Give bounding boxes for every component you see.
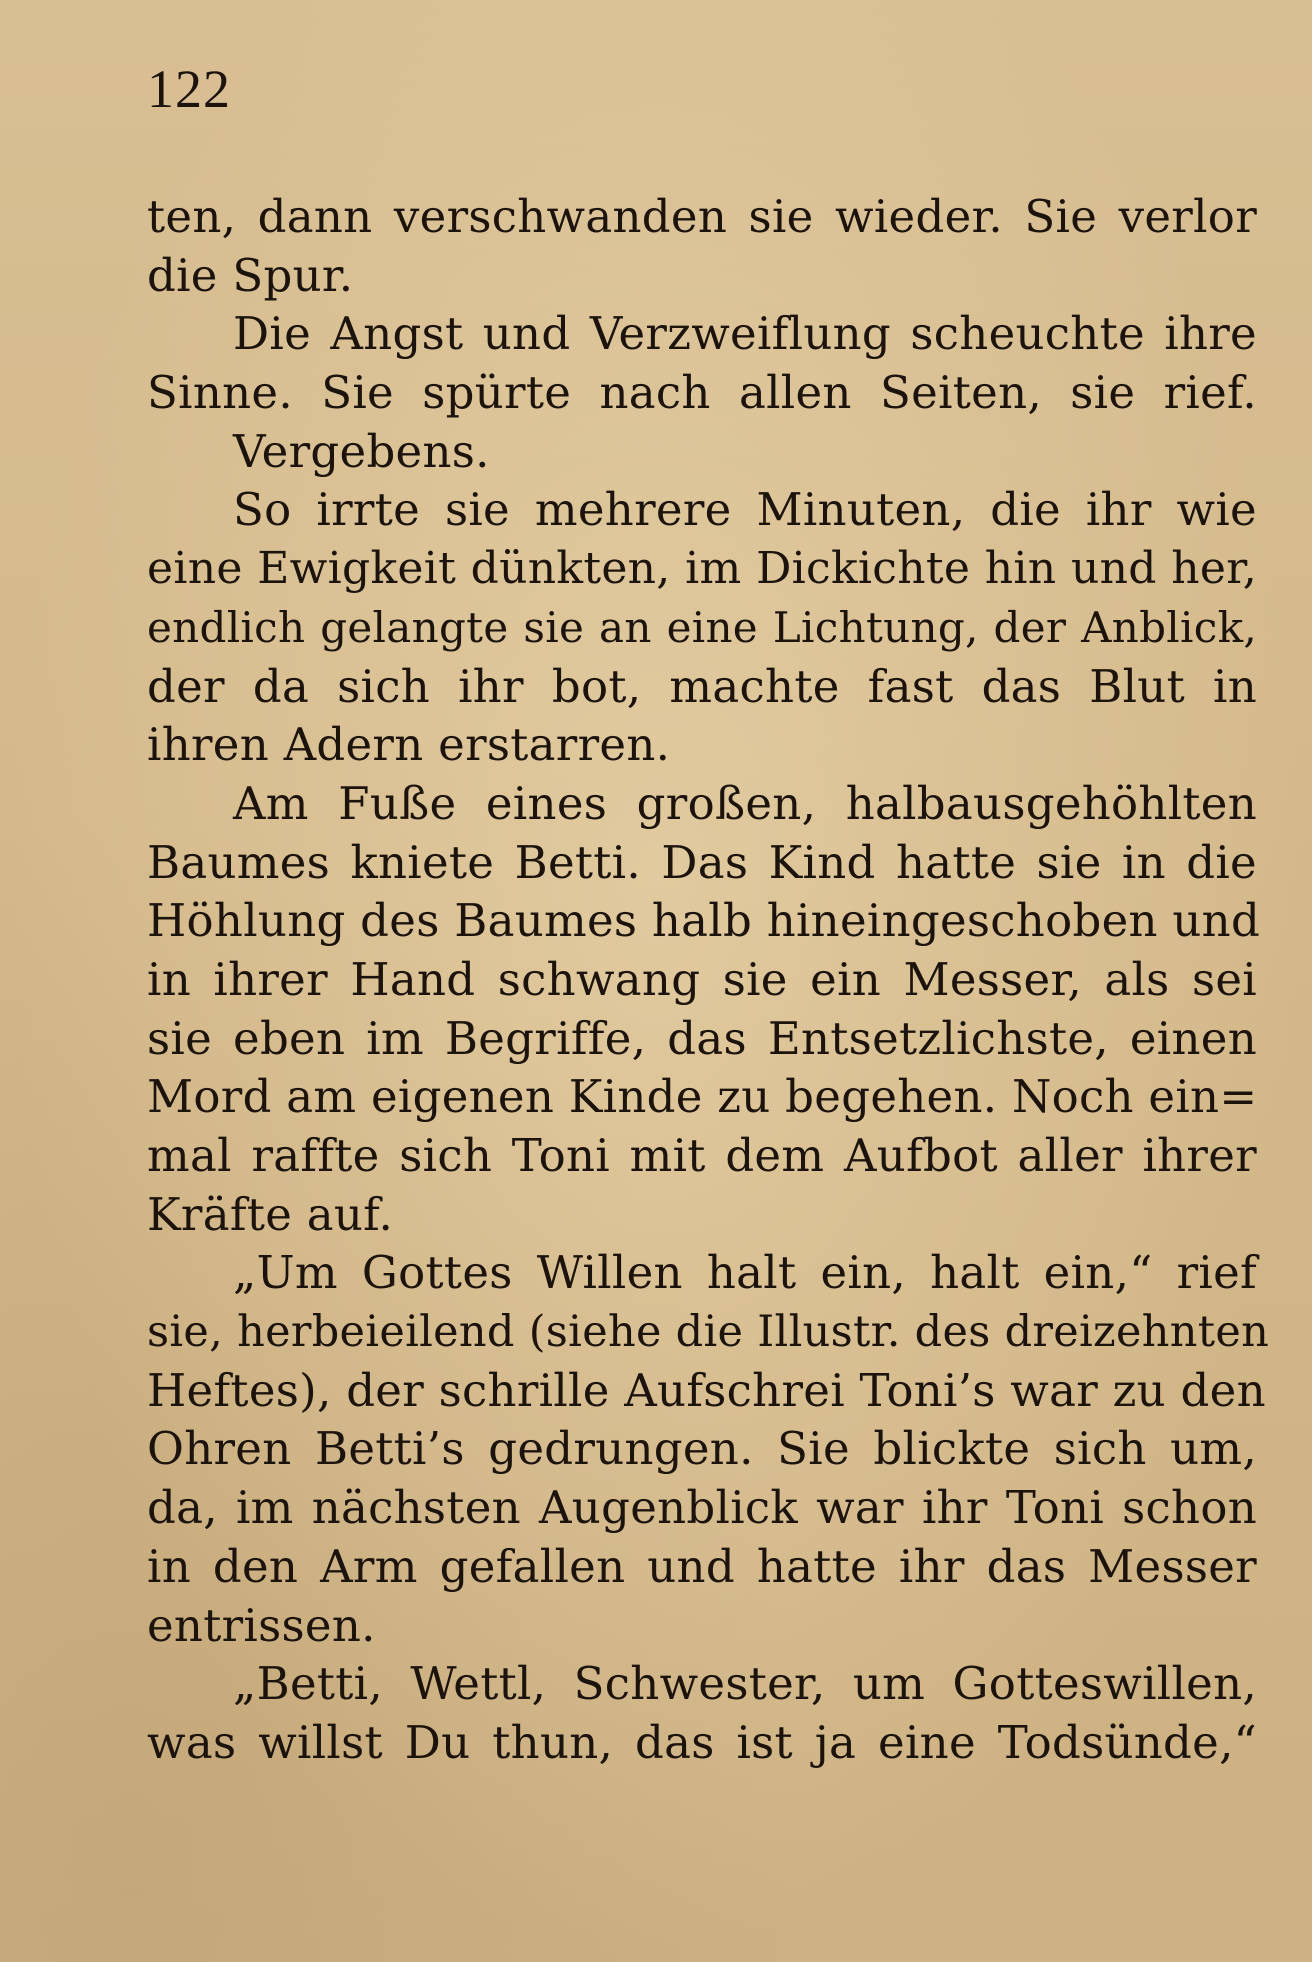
text-line: Kräfte auf.: [147, 1187, 394, 1241]
text-line: „Um Gottes Willen halt ein, halt ein,“ rief: [233, 1246, 1257, 1300]
page-number: 122: [147, 59, 231, 119]
text-line: mal raffte sich Toni mit dem Aufbot aller ihrer: [147, 1129, 1257, 1182]
text-line: So irrte sie mehrere Minuten, die ihr wie: [233, 483, 1257, 537]
text-line: ihren Adern erstarren.: [147, 718, 671, 772]
text-line: endlich gelangte sie an eine Lichtung, der Anblick,: [147, 602, 1257, 652]
text-line: der da sich ihr bot, machte fast das Blut in: [147, 659, 1257, 713]
text-line: Mord am eigenen Kinde zu begehen. Noch ein=: [147, 1070, 1258, 1124]
text-line: entrissen.: [147, 1598, 376, 1652]
text-line: ten, dann verschwanden sie wieder. Sie verlor: [147, 190, 1257, 243]
text-line: Vergebens.: [233, 424, 490, 478]
text-line: sie eben im Begriffe, das Entsetzlichste, einen: [147, 1011, 1257, 1065]
text-line: die Spur.: [147, 248, 354, 302]
text-line: sie, herbeieilend (siehe die Illustr. des dreizehnten: [147, 1307, 1270, 1358]
text-line: Ohren Betti’s gedrungen. Sie blickte sich um,: [147, 1422, 1257, 1476]
text-line: Die Angst und Verzweiflung scheuchte ihre: [233, 307, 1257, 361]
text-line: eine Ewigkeit dünkten, im Dickichte hin und her,: [147, 543, 1257, 595]
text-line: Am Fuße eines großen, halbausgehöhlten: [233, 776, 1257, 830]
text-line: Baumes kniete Betti. Das Kind hatte sie in die: [147, 835, 1257, 889]
text-line: Heftes), der schrille Aufschrei Toni’s war zu den: [147, 1363, 1266, 1417]
text-line: da, im nächsten Augenblick war ihr Toni schon: [147, 1481, 1257, 1535]
text-line: Höhlung des Baumes halb hineingeschoben und: [147, 894, 1261, 948]
text-line: in den Arm gefallen und hatte ihr das Messer: [147, 1539, 1257, 1593]
text-line: in ihrer Hand schwang sie ein Messer, als sei: [147, 952, 1257, 1006]
body-text: [147, 188, 1270, 1773]
text-line: Sinne. Sie spürte nach allen Seiten, sie rief.: [147, 366, 1257, 420]
text-line: was willst Du thun, das ist ja eine Todsünde,“: [147, 1715, 1257, 1769]
text-line: „Betti, Wettl, Schwester, um Gotteswillen,: [233, 1657, 1257, 1711]
